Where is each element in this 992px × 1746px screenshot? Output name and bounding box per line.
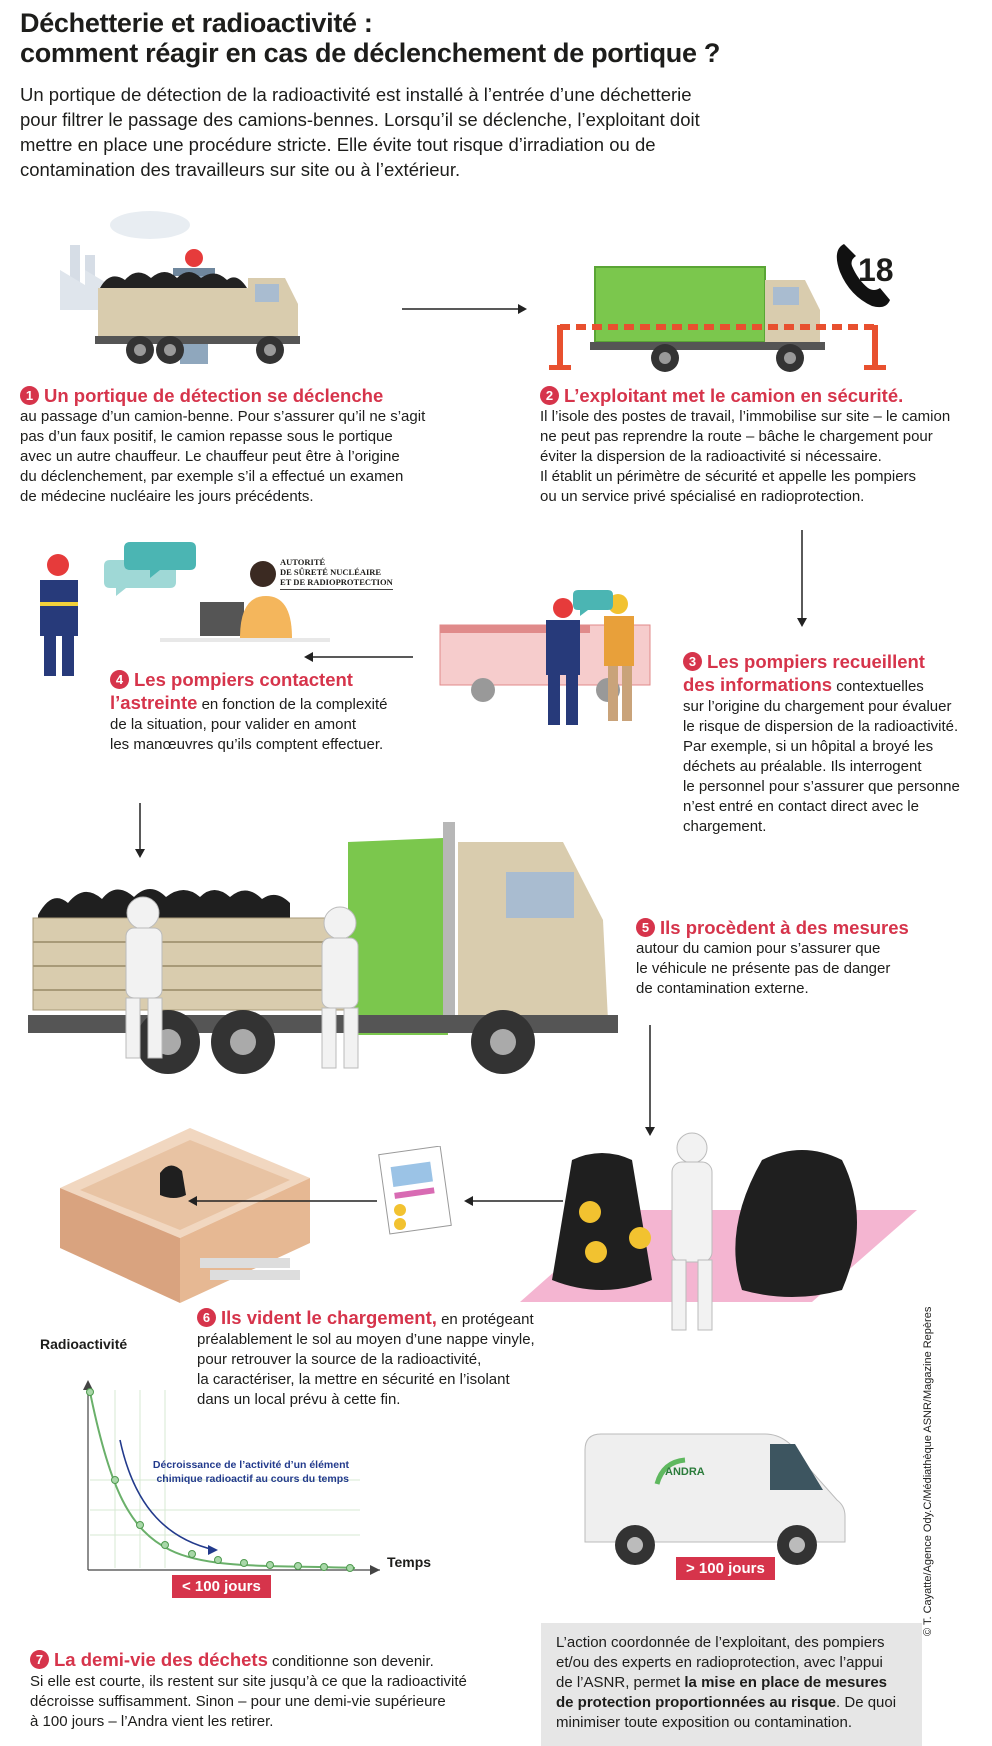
intro-line: pour filtrer le passage des camions-bennes. Lorsqu’il se déclenche, l’exploitant doit xyxy=(20,109,700,130)
step-number: 1 xyxy=(20,386,39,405)
graph-annotation-line: chimique radioactif au cours du temps xyxy=(156,1473,349,1485)
under-100-days-tag: < 100 jours xyxy=(172,1575,271,1598)
step-text-line: dans un local prévu à cette fin. xyxy=(197,1391,401,1408)
graph-xlabel: Temps xyxy=(387,1554,432,1570)
step-text-line: le personnel pour s’assurer que personne xyxy=(683,778,960,795)
summary-line: L’action coordonnée de l’exploitant, des pompiers xyxy=(556,1634,885,1651)
step-text-line: Si elle est courte, ils restent sur site jusqu’à ce que la radioactivité xyxy=(30,1673,467,1690)
storage-room-illustration xyxy=(50,1118,320,1318)
step-text-line: de médecine nucléaire les jours précédents. xyxy=(20,488,314,505)
report-document-icon xyxy=(378,1146,456,1238)
step-1 xyxy=(20,384,440,507)
graph-annotation-line: Décroissance de l’activité d’un élément xyxy=(152,1459,349,1471)
intro-text xyxy=(20,82,700,182)
step-text-line: chargement. xyxy=(683,818,767,835)
step-text-line: déchets au préalable. Ils interrogent xyxy=(683,758,922,775)
step-text-line: ne peut pas reprendre la route – bâche le chargement pour xyxy=(540,428,933,445)
step-text-line: sur l’origine du chargement pour évaluer xyxy=(683,698,952,715)
intro-line: Un portique de détection de la radioactivité est installé à l’entrée d’une déchetterie xyxy=(20,84,692,105)
step-title: Ils procèdent à des mesures xyxy=(660,917,909,938)
step-text-line: la caractériser, la mettre en sécurité en l’isolant xyxy=(197,1371,510,1388)
title-line-1: Déchetterie et radioactivité : xyxy=(20,8,373,38)
step-7 xyxy=(30,1648,510,1732)
intro-line: mettre en place une procédure stricte. Elle évite tout risque d’irradiation ou de xyxy=(20,134,656,155)
phone-number: 18 xyxy=(858,252,894,288)
step-5 xyxy=(636,916,976,999)
step-text-line: éviter la dispersion de la radioactivité si nécessaire. xyxy=(540,448,882,465)
step-text-line: le risque de dispersion de la radioactivité. xyxy=(683,718,959,735)
asn-sign-line: DE SÛRETÉ NUCLÉAIRE xyxy=(280,567,382,577)
step-text-line: autour du camion pour s’assurer que xyxy=(636,940,881,957)
step-text-line: ou un service privé spécialisé en radioprotection. xyxy=(540,488,865,505)
andra-van-illustration xyxy=(575,1430,850,1570)
step-text-line: Il l’isole des postes de travail, l’immobilise sur site – le camion xyxy=(540,408,951,425)
arrow-down-icon xyxy=(643,1025,657,1137)
summary-line: de l’ASNR, permet xyxy=(556,1674,685,1691)
step-text-line: les manœuvres qu’ils comptent effectuer. xyxy=(110,736,384,753)
summary-text xyxy=(556,1633,926,1733)
asn-sign xyxy=(280,557,393,590)
step-number: 2 xyxy=(540,386,559,405)
summary-emphasis: de protection proportionnées au risque xyxy=(556,1694,837,1711)
step-text-line: décroisse suffisamment. Sinon – pour une demi-vie supérieure xyxy=(30,1693,446,1710)
intro-line: contamination des travailleurs sur site ou à l’extérieur. xyxy=(20,159,461,180)
page-title xyxy=(20,8,720,68)
step-title: La demi-vie des déchets xyxy=(54,1649,268,1670)
step-text-line: à 100 jours – l’Andra vient les retirer. xyxy=(30,1713,274,1730)
graph-annotation xyxy=(134,1458,349,1486)
step-text-line: de la situation, pour valider en amont xyxy=(110,716,356,733)
step-number: 4 xyxy=(110,670,129,689)
step-number: 5 xyxy=(636,918,655,937)
asn-sign-line: AUTORITÉ xyxy=(280,557,326,567)
phone-icon xyxy=(830,240,900,310)
portal-truck-illustration xyxy=(40,200,330,380)
step-text-line: en protégeant xyxy=(436,1311,534,1328)
summary-line: minimiser toute exposition ou contamination. xyxy=(556,1714,852,1731)
step-3 xyxy=(683,650,983,837)
step-text-line: contextuelles xyxy=(832,678,924,695)
step-title: l’astreinte xyxy=(110,692,198,713)
step-text-line: avec un autre chauffeur. Le chauffeur peut être à l’origine xyxy=(20,448,400,465)
step-number: 6 xyxy=(197,1308,216,1327)
step-text-line: n’est entré en contact direct avec le xyxy=(683,798,919,815)
arrow-left-icon xyxy=(303,650,413,664)
step-number: 3 xyxy=(683,652,702,671)
step-title: Un portique de détection se déclenche xyxy=(44,385,384,406)
step-text-line: le véhicule ne présente pas de danger xyxy=(636,960,891,977)
title-line-2: comment réagir en cas de déclenchement de portique ? xyxy=(20,38,721,68)
step-text-line: préalablement le sol au moyen d’une nappe vinyle, xyxy=(197,1331,535,1348)
summary-line: et/ou des experts en radioprotection, avec l’appui xyxy=(556,1654,883,1671)
arrow-right-icon xyxy=(402,302,528,316)
step-text-line: Il établit un périmètre de sécurité et appelle les pompiers xyxy=(540,468,917,485)
measurement-truck-illustration xyxy=(28,820,618,1090)
graph-ylabel: Radioactivité xyxy=(40,1336,128,1352)
step-text-line: pour retrouver la source de la radioactivité, xyxy=(197,1351,482,1368)
arrow-left-icon xyxy=(187,1194,377,1208)
step-title: des informations xyxy=(683,674,833,695)
summary-line: . De quoi xyxy=(836,1694,897,1711)
fire-truck-illustration xyxy=(438,580,673,735)
arrow-down-icon xyxy=(795,530,809,628)
over-100-days-tag: > 100 jours xyxy=(676,1557,775,1580)
step-text-line: pas d’un faux positif, le camion repasse sous le portique xyxy=(20,428,393,445)
step-title: Les pompiers contactent xyxy=(134,669,353,690)
step-text-line: de contamination externe. xyxy=(636,980,809,997)
step-text-line: conditionne son devenir. xyxy=(267,1653,434,1670)
step-4 xyxy=(110,668,440,755)
summary-emphasis: la mise en place de mesures xyxy=(684,1674,888,1691)
step-title: Les pompiers recueillent xyxy=(707,651,925,672)
step-text-line: en fonction de la complexité xyxy=(197,696,388,713)
step-title: L’exploitant met le camion en sécurité. xyxy=(564,385,904,406)
step-title: Ils vident le chargement, xyxy=(221,1307,437,1328)
step-text-line: au passage d’un camion-benne. Pour s’assurer qu’il ne s’agit xyxy=(20,408,426,425)
asn-sign-line: ET DE RADIOPROTECTION xyxy=(280,577,393,587)
step-text-line: du déclenchement, par exemple s’il a effectué un examen xyxy=(20,468,404,485)
step-2 xyxy=(540,384,980,507)
andra-logo: ANDRA xyxy=(665,1466,705,1478)
step-number: 7 xyxy=(30,1650,49,1669)
step-text-line: Par exemple, si un hôpital a broyé les xyxy=(683,738,934,755)
photo-credit: © T. Cayatte/Agence Ody.C/Médiathèque ASNR/Magazine Repères xyxy=(922,1306,934,1636)
